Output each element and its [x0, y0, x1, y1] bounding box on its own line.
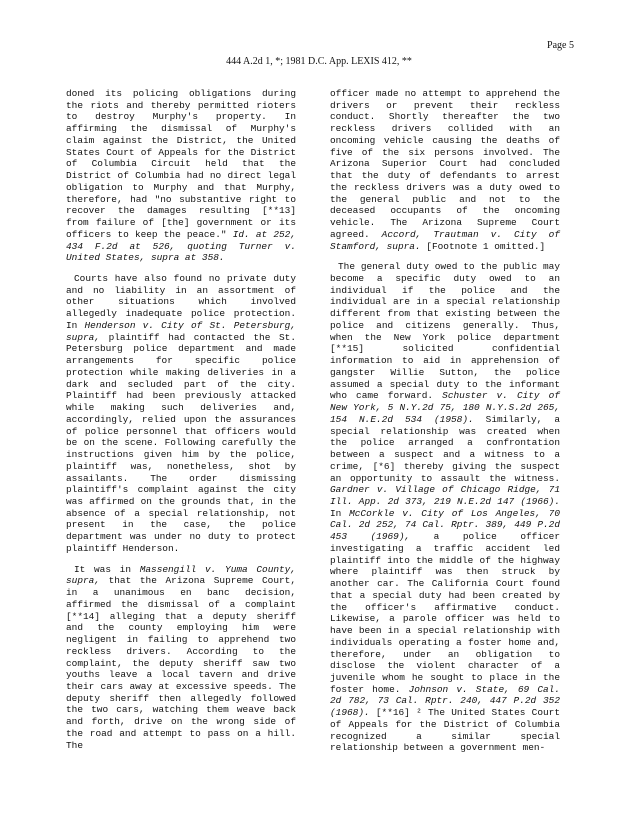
text-run: plaintiff had contacted the St. Petersburg police department and made arrangements for specific police protection while making deliveries in a dark and secluded part of the city. Plaintiff had been previously attacked while making such deliveries and, accordingly, relied upon the assurances of police personnel that officers would be on the scene. Following carefully the instructions given him by the police, plaintiff was, nonetheless, shot by assailants. The order dismissing plaintiff's complaint against the city was affirmed on the grounds that, in the absence of a special relationship, not present in the case, the police department was under no duty to protect plaintiff Henderson.	[66, 331, 296, 554]
text-run: that the Arizona Supreme Court, in a unanimous en banc decision, affirmed the dismissal of a complaint [**14] alleging that a deputy sheriff and the county employing him were negligent in failing to apprehend two reckless drivers. According to the complaint, the deputy sheriff saw two youths leave a local tavern and drive their cars away at excessive speeds. The deputy sheriff then allegedly followed the two cars, watching them weave back and forth, drive on the wrong side of the road and attempt to pass on a hill. The	[66, 575, 296, 751]
text-run: doned its policing obligations during the riots and thereby permitted rioters to destroy Murphy's property. In affirming the dismissal of Murphy's claim against the District, the United States Court of Appeals for the District of Columbia Circuit held that the District of Columbia had no direct legal obligation to Murphy and that Murphy, therefore, had "no substantive right to recover the damages resulting [**13] from failure of [the] government or its officers to keep the peace."	[66, 88, 296, 240]
case-citation: Henderson v. City of St. Petersburg, supra,	[66, 319, 296, 343]
case-citation: Gardner v. Village of Chicago Ridge, 71 Ill. App. 2d 373, 219 N.E.2d 147 (1966).	[330, 484, 560, 507]
paragraph	[66, 564, 296, 752]
case-citation: Massengill v. Yuma County, supra,	[66, 563, 297, 587]
text-run: [**16] ² The United States Court of Appeals for the District of Columbia recognized a similar special relationship between a government men-	[330, 707, 560, 754]
case-citation: Id. at 252, 434 F.2d at 526, quoting Turner v. United States, supra at 358.	[66, 228, 296, 264]
text-run: It was in	[74, 563, 140, 575]
text-run: a police officer investigating a traffic accident led plaintiff into the middle of the highway where plaintiff was then struck by another car. The California Court found that a special duty had been created by the officer's affirmative conduct. Likewise, a parole officer was held to have been in a special relationship with individuals operating a foster home and, therefore, under an obligation to disclose the violent character of a juvenile whom he sought to place in the foster home.	[330, 531, 560, 695]
case-citation: McCorkle v. City of Los Angeles, 70 Cal. 2d 252, 74 Cal. Rptr. 389, 449 P.2d 453 (1969),	[330, 507, 560, 543]
paragraph	[330, 261, 560, 754]
text-run: Courts have also found no private duty and no liability in an assortment of other situations which involved allegedly inadequate police protection. In	[66, 273, 296, 331]
text-run: officer made no attempt to apprehend the drivers or prevent their reckless conduct. Shortly thereafter the two reckless drivers collided with an oncoming vehicle causing the deaths of five of the six persons involved. The Arizona Superior Court had concluded that the duty of defendants to arrest the reckless drivers was a duty owed to the general public and not to the deceased occupants of the oncoming vehicle. The Arizona Supreme Court agreed.	[330, 88, 560, 240]
text-run: Similarly, a special relationship was created when the police arranged a confrontation between a suspect and a witness to a crime, [*6] thereby giving the suspect an opportunity to assault the witness.	[330, 413, 560, 484]
text-run: [Footnote 1 omitted.]	[420, 240, 546, 252]
case-citation: Johnson v. State, 69 Cal. 2d 782, 73 Cal. Rptr. 240, 447 P.2d 352 (1968).	[330, 683, 561, 719]
paragraph	[66, 273, 296, 555]
text-run: The general duty owed to the public may become a specific duty owed to an individual if the police and the individual are in a special relationship different from that existing between the police and citizens generally. Thus, when the New York police department [**15] solicited confidential information to aid in apprehension of gangster Willie Sutton, the police assumed a special duty to the informant who came forward.	[330, 261, 560, 402]
right-column	[330, 88, 560, 754]
case-citation-header: 444 A.2d 1, *; 1981 D.C. App. LEXIS 412, **	[226, 56, 412, 67]
case-citation: Schuster v. City of New York, 5 N.Y.2d 75, 180 N.Y.S.2d 265, 154 N.E.2d 534 (1958).	[330, 390, 560, 425]
text-run: In	[330, 507, 350, 519]
paragraph	[330, 88, 560, 252]
paragraph	[66, 88, 296, 264]
left-column	[66, 88, 296, 751]
case-citation: Accord, Trautman v. City of Stamford, supra.	[330, 228, 560, 252]
page-number: Page 5	[547, 40, 574, 51]
